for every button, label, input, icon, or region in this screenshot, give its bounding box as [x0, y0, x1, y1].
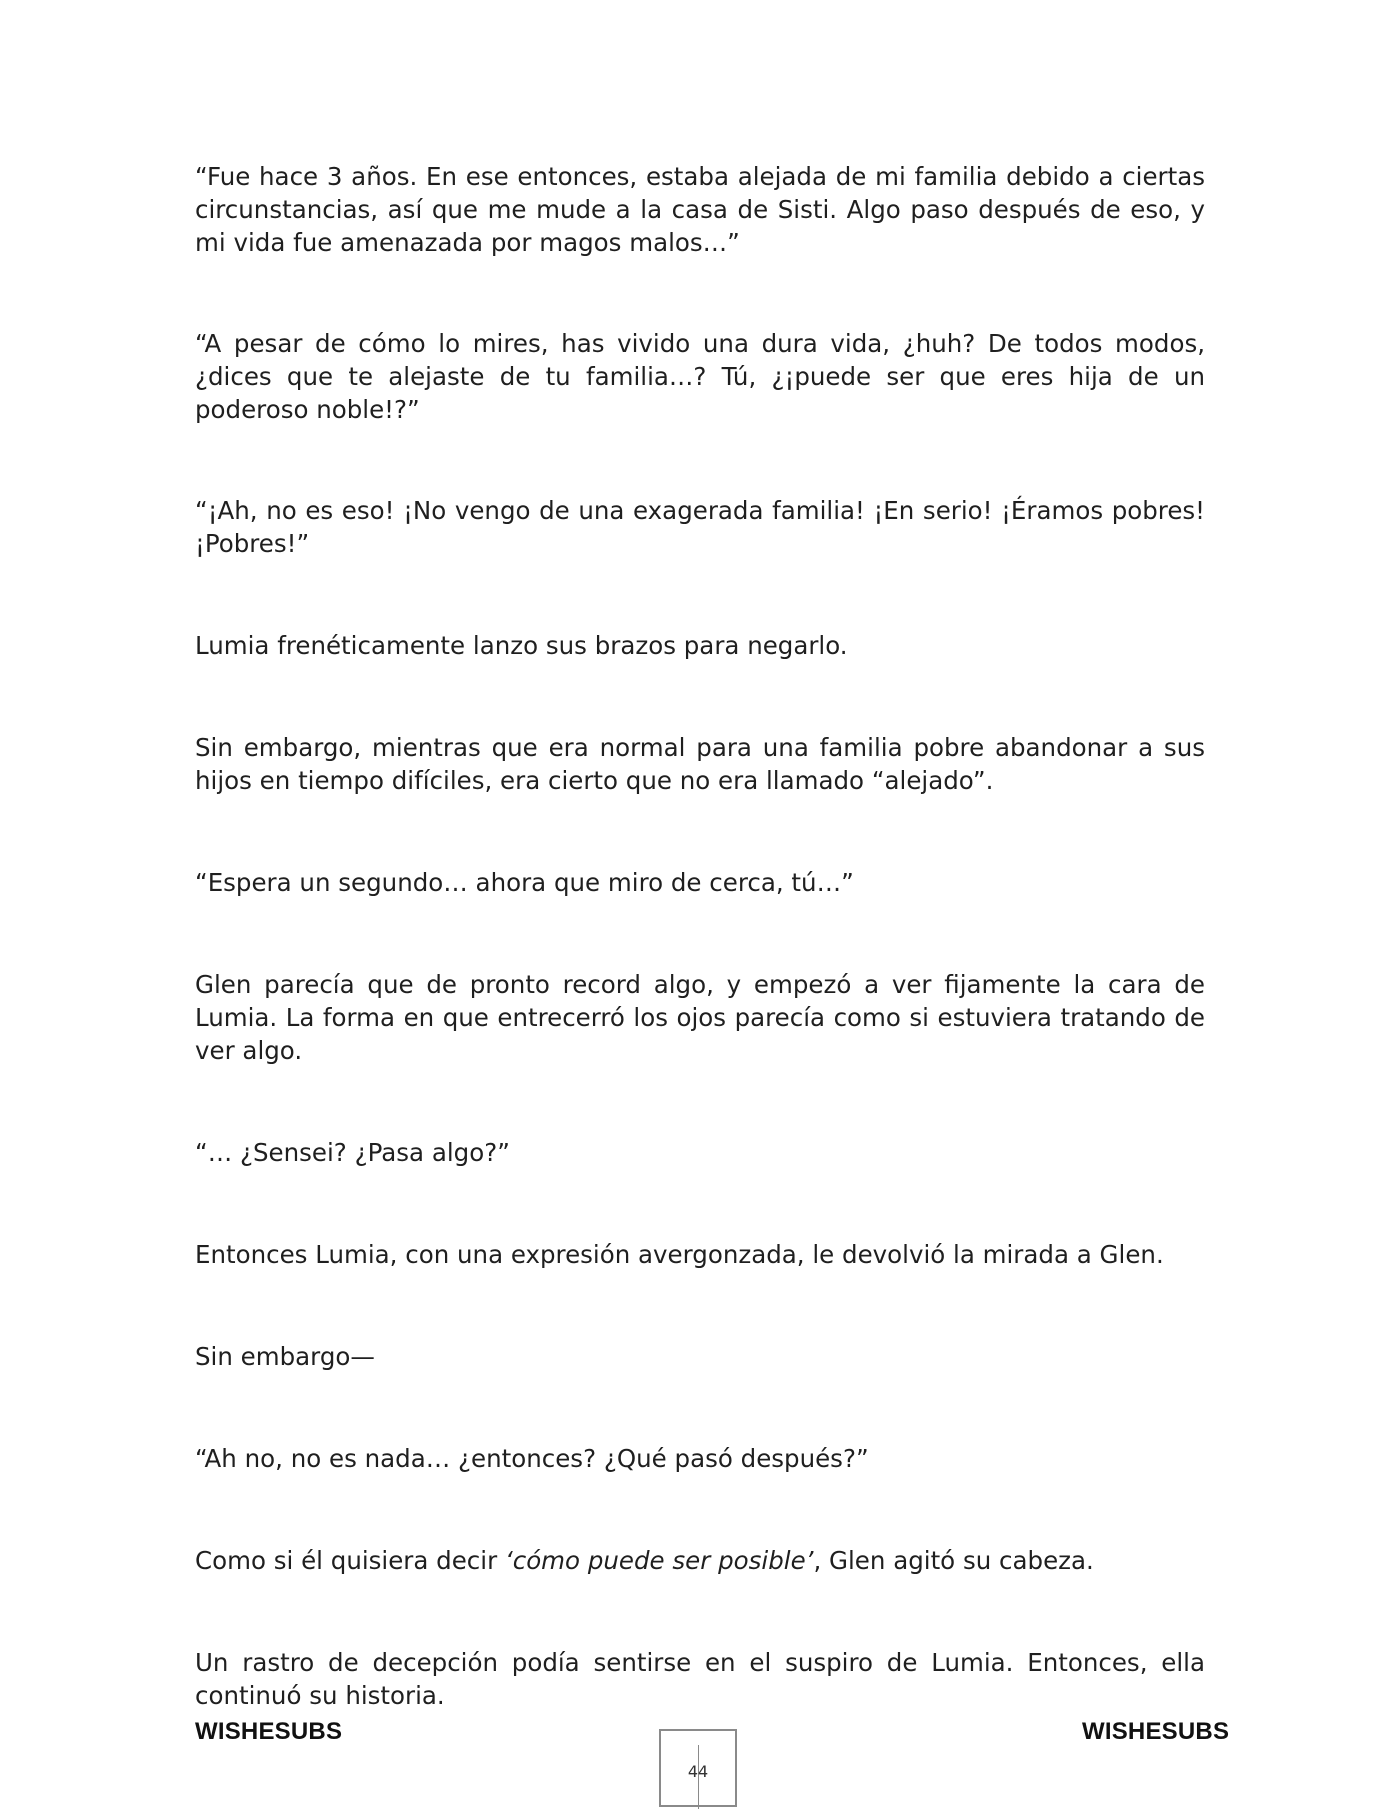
- footer-left-label: WISHESUBS: [195, 1718, 343, 1745]
- paragraph-5: Sin embargo, mientras que era normal para una familia pobre abandonar a sus hijos en tiempo difíciles, era cierto que no era llamado “alejado”.: [195, 733, 1205, 795]
- paragraph-12-after: , Glen agitó su cabeza.: [813, 1546, 1094, 1575]
- paragraph-7: Glen parecía que de pronto record algo, y empezó a ver fijamente la cara de Lumia. La forma en que entrecerró los ojos parecía como si estuviera tratando de ver algo.: [195, 970, 1205, 1065]
- paragraph-2: “A pesar de cómo lo mires, has vivido una dura vida, ¿huh? De todos modos, ¿dices que te alejaste de tu familia…? Tú, ¿¡puede ser que eres hija de un poderoso noble!?”: [195, 329, 1205, 424]
- paragraph-9: Entonces Lumia, con una expresión avergonzada, le devolvió la mirada a Glen.: [195, 1240, 1164, 1269]
- paragraph-8: “… ¿Sensei? ¿Pasa algo?”: [195, 1138, 510, 1167]
- page-body: [195, 160, 1205, 1712]
- paragraph-6: “Espera un segundo… ahora que miro de cerca, tú…”: [195, 868, 854, 897]
- footer-right-label: WISHESUBS: [1082, 1718, 1230, 1745]
- paragraph-10: Sin embargo—: [195, 1342, 375, 1371]
- paragraph-12-before: Como si él quisiera decir: [195, 1546, 505, 1575]
- paragraph-13: Un rastro de decepción podía sentirse en el suspiro de Lumia. Entonces, ella continuó su historia.: [195, 1648, 1205, 1710]
- page-number: 44: [687, 1762, 709, 1781]
- paragraph-1: “Fue hace 3 años. En ese entonces, estaba alejada de mi familia debido a ciertas circunstancias, así que me mude a la casa de Sisti. Algo paso después de eso, y mi vida fue amenazada por magos malos…”: [195, 162, 1205, 257]
- paragraph-12-italic: ‘cómo puede ser posible’: [504, 1546, 814, 1575]
- page-number-box: [659, 1729, 737, 1807]
- paragraph-3: “¡Ah, no es eso! ¡No vengo de una exagerada familia! ¡En serio! ¡Éramos pobres! ¡Pobres!”: [195, 496, 1205, 558]
- paragraph-12: [195, 1544, 1205, 1577]
- paragraph-11: “Ah no, no es nada… ¿entonces? ¿Qué pasó después?”: [195, 1444, 869, 1473]
- paragraph-4: Lumia frenéticamente lanzo sus brazos para negarlo.: [195, 631, 848, 660]
